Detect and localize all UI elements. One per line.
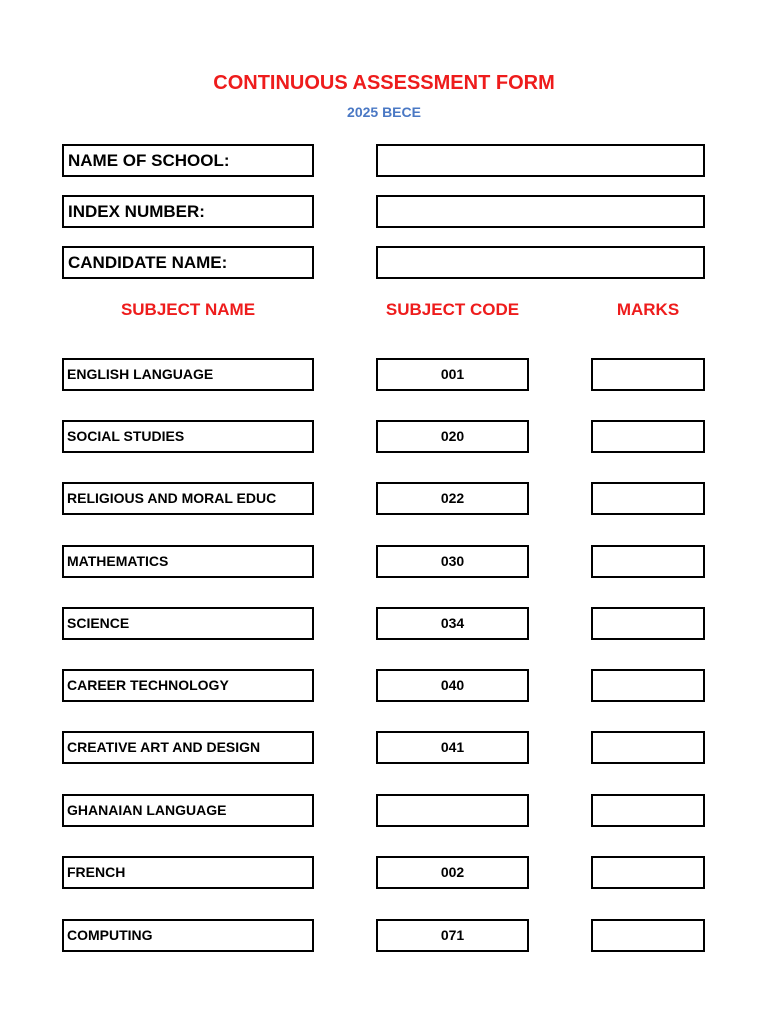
school-name-field[interactable] <box>376 144 705 177</box>
marks-field[interactable] <box>591 545 705 578</box>
subject-name-cell: RELIGIOUS AND MORAL EDUC <box>62 482 314 515</box>
subject-code-cell <box>376 794 529 827</box>
marks-field[interactable] <box>591 669 705 702</box>
page-title: CONTINUOUS ASSESSMENT FORM <box>213 72 555 94</box>
subject-name-header: SUBJECT NAME <box>120 300 256 319</box>
subject-code-cell: 002 <box>376 856 529 889</box>
marks-field[interactable] <box>591 856 705 889</box>
marks-field[interactable] <box>591 607 705 640</box>
subject-name-cell: CAREER TECHNOLOGY <box>62 669 314 702</box>
marks-field[interactable] <box>591 731 705 764</box>
subject-code-header: SUBJECT CODE <box>385 300 520 319</box>
marks-field[interactable] <box>591 482 705 515</box>
candidate-name-field[interactable] <box>376 246 705 279</box>
subject-code-cell: 030 <box>376 545 529 578</box>
subject-name-cell: SCIENCE <box>62 607 314 640</box>
subject-name-cell: MATHEMATICS <box>62 545 314 578</box>
subject-name-cell: SOCIAL STUDIES <box>62 420 314 453</box>
marks-header: MARKS <box>616 300 680 319</box>
subject-code-cell: 040 <box>376 669 529 702</box>
subject-name-cell: GHANAIAN LANGUAGE <box>62 794 314 827</box>
subject-name-cell: CREATIVE ART AND DESIGN <box>62 731 314 764</box>
subject-name-cell: FRENCH <box>62 856 314 889</box>
subject-code-cell: 022 <box>376 482 529 515</box>
marks-field[interactable] <box>591 420 705 453</box>
index-number-label: INDEX NUMBER: <box>62 195 314 228</box>
subject-code-cell: 071 <box>376 919 529 952</box>
index-number-field[interactable] <box>376 195 705 228</box>
subject-name-cell: COMPUTING <box>62 919 314 952</box>
subject-code-cell: 001 <box>376 358 529 391</box>
school-name-label: NAME OF SCHOOL: <box>62 144 314 177</box>
subject-code-cell: 041 <box>376 731 529 764</box>
marks-field[interactable] <box>591 919 705 952</box>
subject-name-cell: ENGLISH LANGUAGE <box>62 358 314 391</box>
candidate-name-label: CANDIDATE NAME: <box>62 246 314 279</box>
subject-code-cell: 020 <box>376 420 529 453</box>
marks-field[interactable] <box>591 358 705 391</box>
subject-code-cell: 034 <box>376 607 529 640</box>
marks-field[interactable] <box>591 794 705 827</box>
page-subtitle: 2025 BECE <box>347 104 421 120</box>
